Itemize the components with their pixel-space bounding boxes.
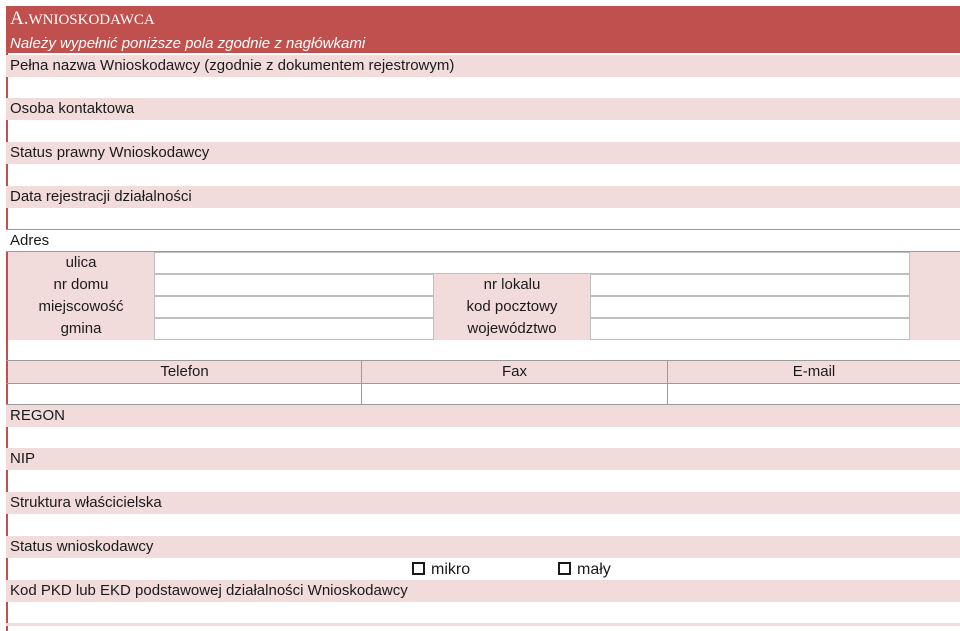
voivodeship-label: województwo: [434, 318, 590, 340]
house-number-field[interactable]: [154, 274, 434, 296]
street-label: ulica: [65, 254, 97, 271]
contact-person-field[interactable]: [8, 120, 960, 141]
email-header: E-mail: [668, 361, 960, 383]
micro-option[interactable]: mikro: [412, 560, 470, 580]
legal-status-label: Status prawny Wnioskodawcy: [6, 142, 960, 164]
house-number-label: nr domu: [53, 276, 109, 293]
regon-field[interactable]: [8, 427, 960, 448]
ownership-label: Struktura właścicielska: [6, 492, 960, 514]
apartment-number-label: nr lokalu: [434, 274, 590, 296]
street-field[interactable]: [154, 252, 910, 274]
bottom-border: [6, 623, 960, 626]
pkd-label: Kod PKD lub EKD podstawowej działalności Wnioskodawcy: [6, 580, 960, 602]
section-title: A.WNIOSKODAWCA: [10, 8, 155, 29]
fax-header: Fax: [362, 361, 667, 383]
small-option[interactable]: mały: [558, 560, 611, 580]
ownership-field[interactable]: [8, 514, 960, 535]
legal-status-field[interactable]: [8, 164, 960, 185]
checkbox-icon[interactable]: [412, 562, 425, 575]
voivodeship-field[interactable]: [590, 318, 910, 340]
address-label: Adres: [6, 230, 960, 252]
email-field[interactable]: [668, 384, 960, 404]
city-label: miejscowość: [38, 298, 124, 315]
full-name-label: Pełna nazwa Wnioskodawcy (zgodnie z dokumentem rejestrowym): [6, 55, 960, 77]
fax-field[interactable]: [362, 384, 667, 404]
apartment-number-field[interactable]: [590, 274, 910, 296]
checkbox-icon[interactable]: [558, 562, 571, 575]
registration-date-label: Data rejestracji działalności: [6, 186, 960, 208]
nip-label: NIP: [6, 448, 960, 470]
nip-field[interactable]: [8, 470, 960, 491]
city-field[interactable]: [154, 296, 434, 318]
applicant-status-options: [8, 558, 960, 580]
phone-field[interactable]: [8, 384, 361, 404]
section-subtitle: Należy wypełnić poniższe pola zgodnie z nagłówkami: [10, 35, 366, 52]
municipality-field[interactable]: [154, 318, 434, 340]
pkd-field[interactable]: [8, 602, 960, 623]
spacer: [8, 340, 960, 360]
contact-person-label: Osoba kontaktowa: [6, 98, 960, 120]
regon-label: REGON: [6, 405, 960, 427]
applicant-status-label: Status wnioskodawcy: [6, 536, 960, 558]
phone-header: Telefon: [8, 361, 361, 383]
address-side-block: [910, 252, 960, 340]
postal-code-field[interactable]: [590, 296, 910, 318]
registration-date-field[interactable]: [8, 208, 960, 229]
full-name-field[interactable]: [8, 77, 960, 97]
postal-code-label: kod pocztowy: [434, 296, 590, 318]
municipality-label: gmina: [60, 320, 102, 337]
